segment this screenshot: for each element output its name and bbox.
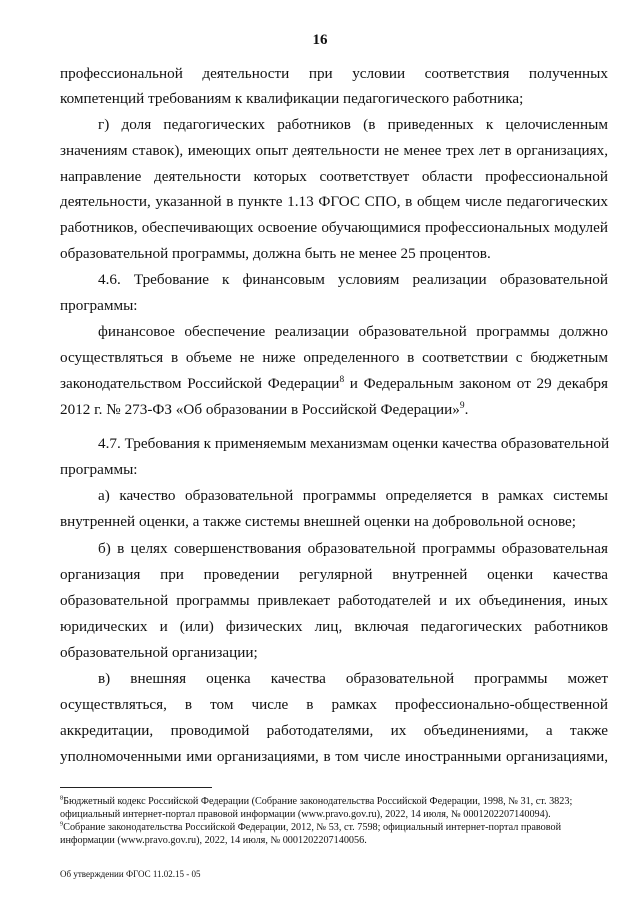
text-line: компетенций требованиям к квалификации педагогического работника; bbox=[60, 90, 524, 107]
footnote-9 bbox=[60, 821, 608, 834]
text-line: аккредитации, проводимой работодателями, их объединениями, а также bbox=[60, 722, 608, 739]
text-line: организация при проведении регулярной внутренней оценки качества bbox=[60, 566, 608, 583]
text-line: внутренней оценки, а также системы внешней оценки на добровольной основе; bbox=[60, 513, 576, 530]
text-line: осуществляться в объеме не ниже определенного в соответствии с бюджетным bbox=[60, 349, 608, 366]
page-number: 16 bbox=[312, 32, 328, 48]
text-line: б) в целях совершенствования образовательной программы образовательная bbox=[98, 540, 608, 557]
footnote-8 bbox=[60, 795, 608, 808]
section-heading-4-6: 4.6. Требование к финансовым условиям реализации образовательной bbox=[98, 271, 608, 288]
footnote-mark: 9 bbox=[60, 820, 64, 828]
footnote-mark: 8 bbox=[60, 794, 64, 802]
text-line: направление деятельности которых соответствует области профессиональной bbox=[60, 168, 608, 185]
text-line: г) доля педагогических работников (в приведенных к целочисленным bbox=[98, 116, 608, 133]
text-line: уполномоченными ими организациями, в том числе иностранными организациями, bbox=[60, 748, 608, 765]
text-line: образовательной программы привлекает работодателей и их объединения, иных bbox=[60, 592, 608, 609]
footnote-line: информации (www.pravo.gov.ru), 2022, 14 июля, № 0001202207140056. bbox=[60, 835, 367, 846]
text-line: работников, обеспечивающих освоение обучающимися профессиональных модулей bbox=[60, 219, 608, 236]
text-line: осуществляться, в том числе в рамках профессионально-общественной bbox=[60, 696, 608, 713]
text-line: профессиональной деятельности при условии соответствия полученных bbox=[60, 65, 608, 82]
text-run: 2012 г. № 273-ФЗ «Об образовании в Российской Федерации» bbox=[60, 401, 460, 418]
text-line: юридических и (или) физических лиц, включая педагогических работников bbox=[60, 618, 608, 635]
text-line bbox=[60, 401, 608, 419]
text-line: в) внешняя оценка качества образовательной программы может bbox=[98, 670, 608, 687]
text-line: программы: bbox=[60, 297, 138, 314]
text-line: программы: bbox=[60, 461, 138, 478]
footnote-text: Бюджетный кодекс Российской Федерации (Собрание законодательства Российской Федерации, 1998, № 31, ст. 3823; bbox=[63, 796, 573, 807]
section-heading-4-7: 4.7. Требования к применяемым механизмам оценки качества образовательной bbox=[98, 435, 610, 452]
text-line: деятельности, указанной в пункте 1.13 ФГОС СПО, в общем числе педагогических bbox=[60, 193, 608, 210]
text-line: а) качество образовательной программы определяется в рамках системы bbox=[98, 487, 608, 504]
footnote-text: Собрание законодательства Российской Федерации, 2012, № 53, ст. 7598; официальный интернет-портал правовой bbox=[63, 822, 562, 833]
text-line bbox=[60, 375, 608, 393]
text-line: образовательной программы, должна быть не менее 25 процентов. bbox=[60, 245, 491, 262]
text-line: финансовое обеспечение реализации образовательной программы должно bbox=[98, 323, 608, 340]
footnote-ref-8[interactable]: 8 bbox=[339, 374, 345, 385]
text-line: значениям ставок), имеющих опыт деятельности не менее трех лет в организациях, bbox=[60, 142, 608, 159]
text-line: образовательной организации; bbox=[60, 644, 258, 661]
document-footer: Об утверждении ФГОС 11.02.15 - 05 bbox=[60, 869, 201, 879]
text-run: и Федеральным законом от 29 декабря bbox=[344, 375, 608, 392]
footnote-line: официальный интернет-портал правовой информации (www.pravo.gov.ru), 2022, 14 июля, № 0001202207140094). bbox=[60, 809, 551, 820]
text-run: законодательством Российской Федерации bbox=[60, 375, 340, 392]
text-run: . bbox=[464, 401, 469, 418]
footnote-divider bbox=[60, 787, 212, 788]
footnote-ref-9[interactable]: 9 bbox=[459, 400, 465, 411]
